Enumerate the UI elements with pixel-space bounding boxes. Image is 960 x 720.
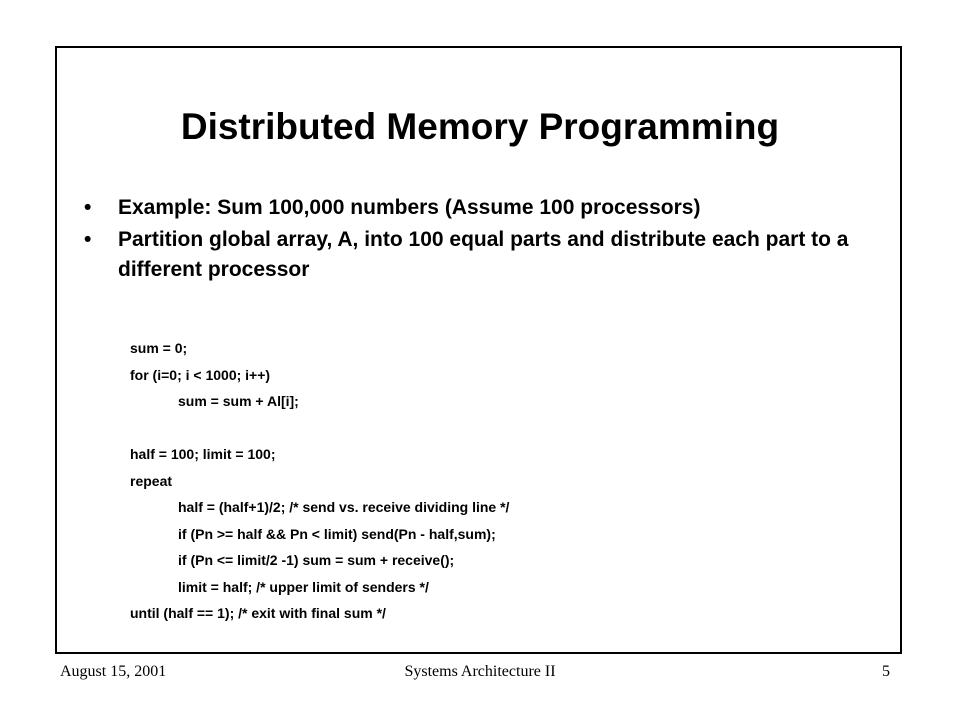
bullet-item [84, 225, 884, 285]
code-line: if (Pn >= half && Pn < limit) send(Pn - half,sum); [178, 525, 496, 542]
bullet-text: Partition global array, A, into 100 equal parts and distribute each part to a different processor [118, 228, 849, 281]
footer-date: August 15, 2001 [60, 663, 167, 680]
bullet-dot-icon: • [84, 228, 92, 251]
code-line: half = (half+1)/2; /* send vs. receive dividing line */ [178, 499, 510, 515]
bullet-item [84, 193, 884, 223]
bullet-list [84, 193, 884, 287]
slide-title: Distributed Memory Programming [180, 106, 780, 147]
code-line-blank [130, 419, 509, 446]
code-line: sum = 0; [130, 340, 188, 356]
code-line: half = 100; limit = 100; [130, 446, 276, 462]
code-line: limit = half; /* upper limit of senders */ [178, 578, 429, 595]
code-line: for (i=0; i < 1000; i++) [130, 366, 271, 383]
code-line: until (half == 1); /* exit with final sum */ [130, 605, 386, 621]
bullet-dot-icon: • [84, 196, 92, 219]
code-line: if (Pn <= limit/2 -1) sum = sum + receive(); [178, 552, 455, 568]
footer-course-title: Systems Architecture II [404, 663, 556, 680]
code-line: sum = sum + Al[i]; [178, 393, 299, 409]
footer-page-number: 5 [882, 663, 890, 680]
code-block [130, 339, 509, 631]
code-line: repeat [130, 472, 173, 489]
bullet-text: Example: Sum 100,000 numbers (Assume 100 processors) [118, 196, 701, 219]
